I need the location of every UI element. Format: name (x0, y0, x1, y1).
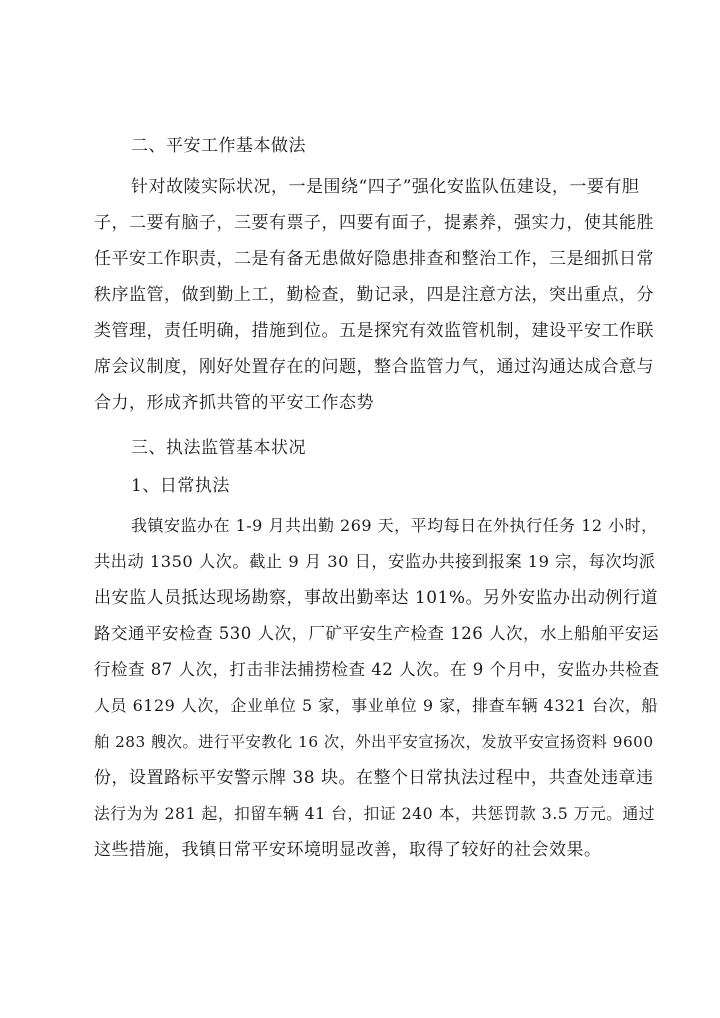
subsection-heading: 1、日常执法 (131, 476, 230, 496)
paragraph-line: 类管理，责任明确，措施到位。五是探究有效监管机制，建设平安工作联 (94, 321, 654, 341)
paragraph-line: 针对故陵实际状况，一是围绕“四子”强化安监队伍建设，一要有胆 (131, 177, 640, 197)
paragraph-line: 我镇安监办在 1-9 月共出勤 269 天，平均每日在外执行任务 12 小时， (131, 516, 658, 535)
paragraph-line: 份，设置路标平安警示牌 38 块。在整个日常执法过程中，共查处违章违 (94, 768, 654, 788)
paragraph-line: 这些措施，我镇日常平安环境明显改善，取得了较好的社会效果。 (94, 840, 602, 860)
paragraph-line: 秩序监管，做到勤上工，勤检查，勤记录，四是注意方法，突出重点，分 (94, 285, 654, 305)
paragraph-line: 出安监人员抵达现场勘察，事故出勤率达 101%。另外安监办出动例行道 (94, 588, 659, 608)
paragraph-line: 舶 283 艘次。进行平安教化 16 次，外出平安宣扬次，发放平安宣扬资料 9600 (94, 733, 654, 751)
paragraph-line: 任平安工作职责，二是有备无患做好隐患排查和整治工作，三是细抓日常 (94, 249, 654, 269)
paragraph-line: 人员 6129 人次，企业单位 5 家，事业单位 9 家，排查车辆 4321 台次，船 (94, 696, 658, 715)
paragraph-line: 席会议制度，刚好处置存在的问题，整合监管力气，通过沟通达成合意与 (94, 357, 654, 377)
paragraph-line: 子，二要有脑子，三要有票子，四要有面子，提素养，强实力，使其能胜 (94, 213, 654, 233)
paragraph-line: 法行为为 281 起，扣留车辆 41 台，扣证 240 本，共惩罚款 3.5 万元。通过 (94, 804, 656, 823)
paragraph-line: 路交通平安检查 530 人次，厂矿平安生产检查 126 人次，水上船舶平安运 (94, 624, 659, 643)
paragraph-line: 共出动 1350 人次。截止 9 月 30 日，安监办共接到报案 19 宗，每次均派 (94, 552, 656, 571)
section-heading: 二、平安工作基本做法 (131, 136, 306, 156)
section-heading: 三、执法监管基本状况 (131, 438, 306, 458)
paragraph-line: 行检查 87 人次，打击非法捕捞检查 42 人次。在 9 个月中，安监办共检查 (94, 660, 660, 679)
paragraph-line: 合力，形成齐抓共管的平安工作态势 (94, 393, 374, 413)
